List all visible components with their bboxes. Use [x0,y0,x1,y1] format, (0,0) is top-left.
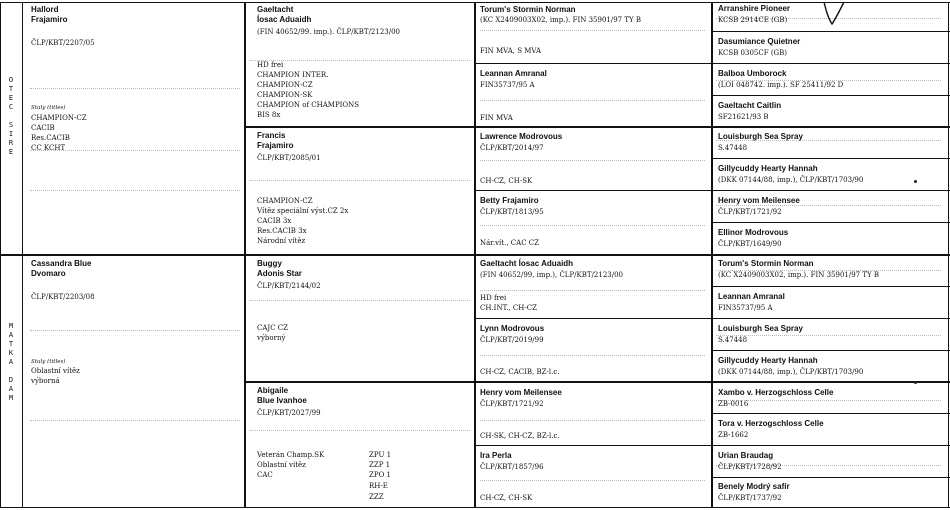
gen3-name: Betty Frajamiro [480,196,539,205]
gen2-divider [244,381,950,383]
gen3-registration: (KC X2409003X02, imp.). FIN 35901/97 TY B [480,16,642,24]
guide-line [480,355,705,356]
guide-line [716,335,941,336]
gen3-divider [474,63,950,64]
gen3-note: FIN MVA, S MVA [480,47,542,55]
dam-name-line1: Cassandra Blue [31,259,92,268]
gen2-dd-registration: ČLP/KBT/2027/99 [257,409,321,417]
gen4-registration: (LOI 048742. imp.). SF 25411/92 D [718,81,844,89]
guide-line [716,400,941,401]
gen2-ds-title: výborný [257,334,286,342]
gen3-note: CH-CZ, CACIB, BZ-l.c. [480,368,560,376]
gen4-registration: ZB-1662 [718,431,749,439]
guide-line [30,190,240,191]
gen4-divider [711,350,950,351]
gen2-sd-title: Res.CACIB 3x [257,227,307,235]
gen2-sd-title: Vítěz speciální výst.CZ 2x [257,207,349,215]
guide-line [30,330,240,331]
guide-line [250,300,470,301]
gen4-divider [711,31,950,32]
gen2-dd-title: Oblastní vítěz [257,461,306,469]
sire-title: Res.CACIB [31,134,70,142]
gen2-ds-name-line2: Adonis Star [257,269,302,278]
gen2-dd-exam: ZZZ [369,493,384,501]
gen4-registration: SF21621/93 B [718,113,769,121]
gen3-name: Ira Perla [480,451,512,460]
gen4-registration: ČLP/KBT/1649/90 [718,240,782,248]
gen2-dd-exam: ZPO 1 [369,471,391,479]
gen4-registration: S.47448 [718,336,748,344]
gen2-ss-title: HD frei [257,61,284,69]
dam-title: výborná [31,377,60,385]
gen2-dd-exam: RH-E [369,482,388,490]
gen4-name: Benely Modrý safír [718,482,790,491]
gen4-divider [711,413,950,414]
gen4-name: Tora v. Herzogschloss Celle [718,419,824,428]
gen2-ds-registration: ČLP/KBT/2144/02 [257,282,321,290]
gen4-registration: ČLP/KBT/1737/92 [718,494,782,502]
gen3-note: HD frei [480,294,507,302]
gen2-sd-registration: ČLP/KBT/2085/01 [257,154,321,162]
guide-line [480,100,705,101]
gen3-divider [474,445,950,446]
dam-registration: ČLP/KBT/2203/08 [31,293,95,301]
guide-line [480,30,705,31]
gen2-ss-registration: (FIN 40652/99. imp.). ČLP/KBT/2123/00 [257,28,401,36]
gen2-ds-title: CAJC CZ [257,324,289,332]
gen2-ss-title: BIS 8x [257,111,281,119]
gen2-dd-name-line1: Abigaile [257,386,289,395]
gen2-dd-exam: ZPU 1 [369,451,392,459]
gen2-ds-name-line1: Buggy [257,259,282,268]
side-label-dam: M A T K A D A M [8,322,14,402]
sire-dam-divider [0,254,950,256]
gen3-registration: ČLP/KBT/1813/95 [480,208,544,216]
gen4-registration: KCSB 2914CE (GB) [718,16,788,24]
gen4-registration: (DKK 07144/88, imp.), ČLP/KBT/1703/90 [718,368,864,376]
speck-mark [914,180,917,183]
guide-line [480,480,705,481]
guide-line [250,180,470,181]
gen4-divider [711,158,950,159]
gen3-divider [474,318,950,319]
gen3-name: Henry vom Meilensee [480,388,562,397]
guide-line [480,160,705,161]
gen4-name: Torum's Stormin Norman [718,259,814,268]
gen3-name: Torum's Stormin Norman [480,5,576,14]
dam-titles-label: Stuly (titles) [31,359,66,365]
gen2-dd-title: Veterán Champ.SK [257,451,325,459]
guide-line [30,420,240,421]
gen4-name: Xambo v. Herzogschloss Celle [718,388,834,397]
gen4-name: Gillycuddy Hearty Hannah [718,356,818,365]
gen2-ss-title: CHAMPION-SK [257,91,313,99]
gen4-name: Louisburgh Sea Spray [718,132,803,141]
gen3-name: Lawrence Modrovous [480,132,563,141]
gen4-registration: ČLP/KBT/1721/92 [718,208,782,216]
sire-title: CC KCHT [31,144,66,152]
gen4-registration: KCSB 0305CF (GB) [718,49,788,57]
gen2-ss-title: CHAMPION of CHAMPIONS [257,101,360,109]
guide-line [480,420,705,421]
gen2-sd-title: Národní vítěz [257,237,306,245]
gen4-name: Gaeltacht Caitlin [718,101,782,110]
gen4-registration: ZB-0016 [718,400,749,408]
gen2-sd-title: CACIB 3x [257,217,292,225]
sire-title: CACIB [31,124,55,132]
gen2-dd-exam: ZZP 1 [369,461,391,469]
gen4-name: Gillycuddy Hearty Hannah [718,164,818,173]
gen2-dd-title: CAC [257,471,273,479]
gen3-note: FIN MVA [480,114,513,122]
dam-title: Oblastní vítěz [31,367,80,375]
gen4-name: Ellinor Modrovous [718,228,789,237]
gen4-name: Urian Braudag [718,451,774,460]
gen3-registration: ČLP/KBT/2014/97 [480,144,544,152]
gen2-sd-name-line2: Frajamiro [257,141,294,150]
gen4-divider [711,477,950,478]
gen4-divider [711,222,950,223]
gen3-registration: ČLP/KBT/2019/99 [480,336,544,344]
sire-name-line2: Frajamiro [31,15,68,24]
gen3-registration: ČLP/KBT/1857/96 [480,463,544,471]
gen4-name: Dasumiance Quietner [718,37,801,46]
gen2-sd-name-line1: Francis [257,131,286,140]
gen4-registration: (KC X2409003X02, imp.). FIN 35901/97 TY B [718,271,880,279]
gen2-divider [244,126,950,128]
gen2-sd-title: CHAMPION-CZ [257,197,313,205]
sire-title: CHAMPION-CZ [31,114,87,122]
sire-name-line1: Hallord [31,5,59,14]
guide-line [480,225,705,226]
gen3-divider [474,190,950,191]
gen4-name: Balboa Umborock [718,69,787,78]
sire-titles-label: Stuly (titles) [31,105,66,111]
guide-line [30,88,240,89]
gen2-ss-title: CHAMPION-CZ [257,81,313,89]
gen3-name: Lynn Modrovous [480,324,545,333]
gen3-note: CH-CZ, CH-SK [480,494,533,502]
dam-name-line2: Dvomaro [31,269,66,278]
gen4-name: Louisburgh Sea Spray [718,324,803,333]
speck-mark [914,381,917,384]
gen3-registration: ČLP/KBT/1721/92 [480,400,544,408]
gen4-name: Arranshire Pioneer [718,4,791,13]
gen3-note: CH-CZ, CH-SK [480,177,533,185]
gen3-note: Nár.vít., CAC CZ [480,239,539,247]
gen4-divider [711,95,950,96]
gen3-registration: FIN35737/95 A [480,81,535,89]
guide-line [250,430,470,431]
gen4-registration: ČLP/KBT/1728/92 [718,463,782,471]
gen3-name: Leannan Amranal [480,69,547,78]
gen2-dd-name-line2: Blue Ivanhoe [257,396,307,405]
gen4-registration: S.47448 [718,144,748,152]
gen4-name: Leannan Amranal [718,292,785,301]
gen4-registration: (DKK 07144/88, imp.), ČLP/KBT/1703/90 [718,176,864,184]
sire-registration: ČLP/KBT/2207/05 [31,39,95,47]
gen2-ss-name-line2: Íosac Aduaidh [257,15,312,24]
gen4-registration: FIN35737/95 A [718,304,773,312]
pen-mark-icon [820,0,850,30]
gen4-divider [711,286,950,287]
gen3-note: CH-SK, CH-CZ, BZ-l.c. [480,432,560,440]
gen2-ss-title: CHAMPION INTER. [257,71,329,79]
gen2-ss-name-line1: Gaeltacht [257,5,294,14]
gen3-note: CH.INT., CH-CZ [480,304,537,312]
guide-line [480,290,705,291]
gen3-name: Gaeltacht Íosac Aduaidh [480,259,574,268]
gen3-registration: (FIN 40652/99, imp.), ČLP/KBT/2123/00 [480,271,624,279]
side-label-sire: O T E C S I R E [8,76,14,156]
gen4-name: Henry vom Meilensee [718,196,800,205]
